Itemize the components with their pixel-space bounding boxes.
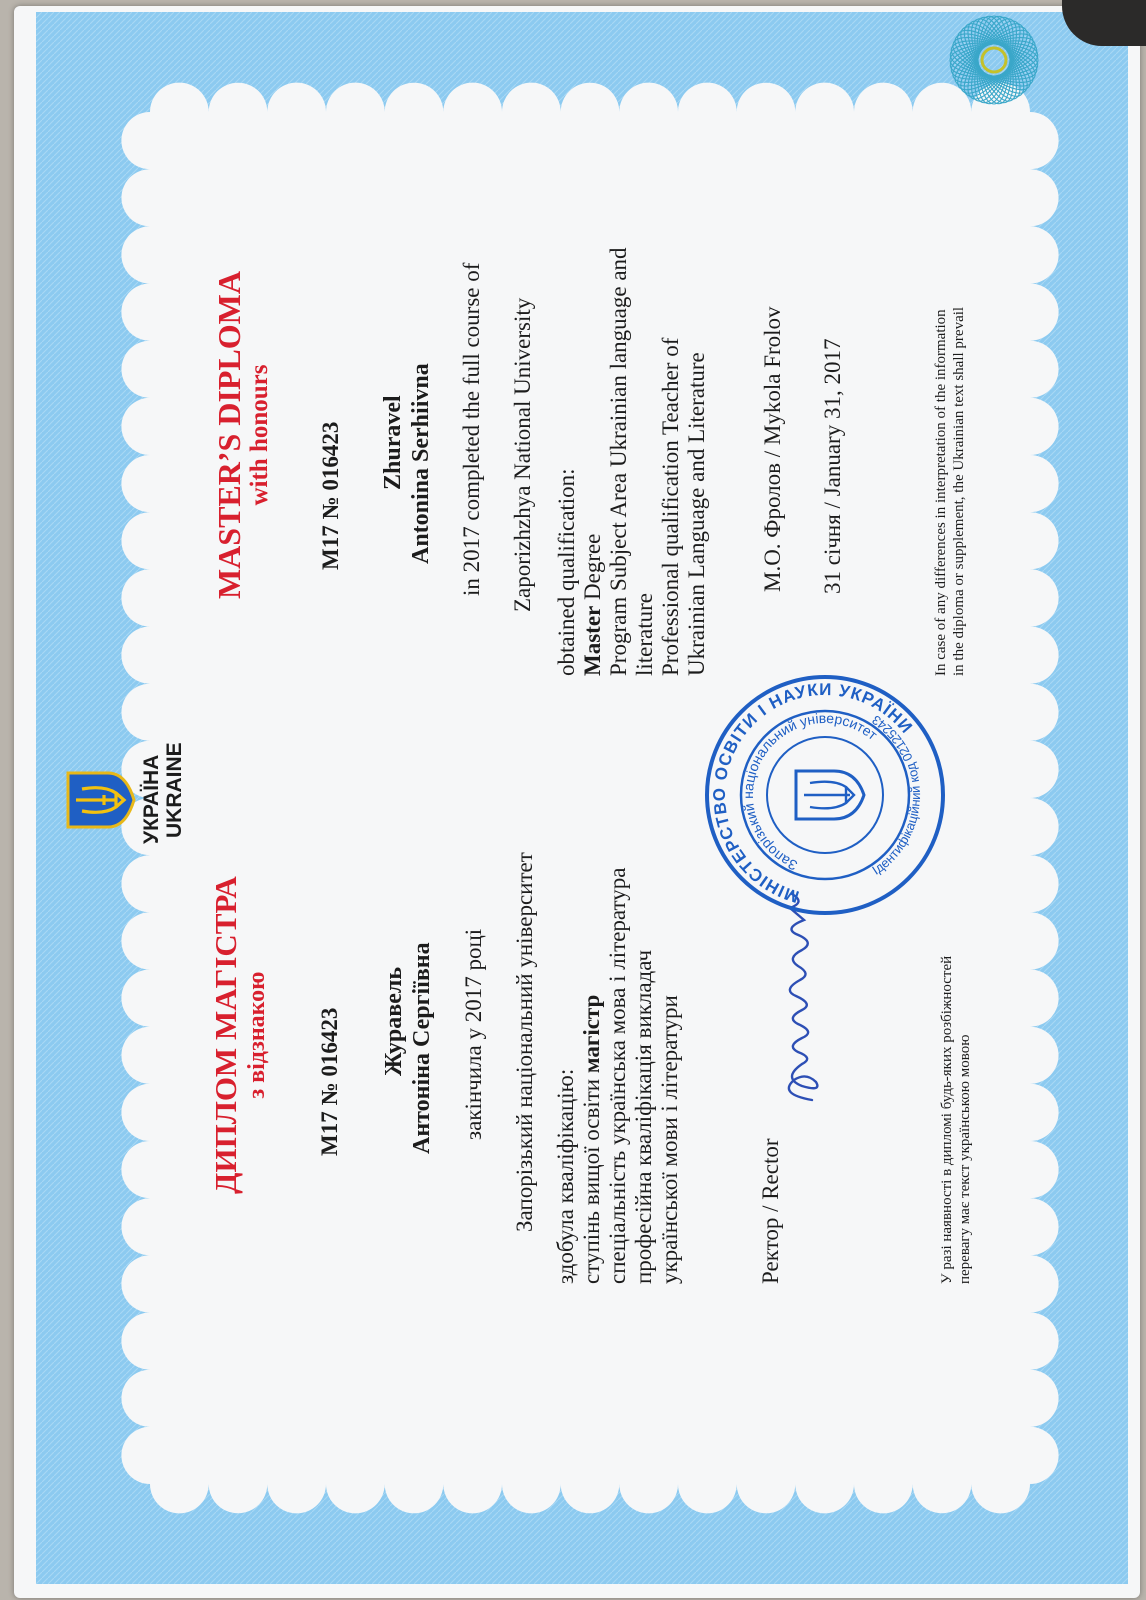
footnote-en-line2: in the diploma or supplement, the Ukrainian text shall prevail [951,306,967,676]
issue-date: 31 січня / January 31, 2017 [820,338,845,594]
degree-bold-en: Master [580,605,605,676]
prof-qual-uk-line2: української мови і літератури [657,995,682,1284]
country-name-uk: УКРАЇНА [140,754,163,844]
degree-en [580,534,606,676]
diploma-number-en: M17 № 016423 [318,421,343,570]
program-en-line2: literature [632,592,657,676]
seal-outer-text: МІНІСТЕРСТВО ОСВІТИ І НАУКИ УКРАЇНИ [709,679,917,907]
rosette-petal [948,24,1040,96]
title-uk [210,815,272,1255]
university-seal-icon [700,670,950,920]
given-names-en: Antonina Serhiivna [408,363,434,564]
rosette-petal [947,33,1040,87]
rosette-petal [967,13,1021,106]
rosette-petal [958,14,1030,106]
footnote-uk-line2: перевагу має текст українською мовою [957,1034,973,1284]
degree-value-uk: магістр [579,994,604,1074]
svg-text:Запорізький національний уніве [740,710,881,874]
rosette-petal [967,13,1021,106]
footnote-uk-line1: У разі наявності в дипломі будь-яких розбіжностей [939,955,955,1284]
seal-code-text: Ідентифікаційний код 02125243 [869,712,924,878]
rector-name: М.О. Фролов / Mykola Frolov [760,306,785,592]
rosette-petal [958,14,1030,106]
title-uk-line2: з відзнакою [244,971,270,1099]
rosette-petal [947,33,1040,87]
degree-rest-en: Degree [580,533,605,606]
crest-block [62,740,186,860]
rosette-petal [948,24,1040,96]
trident-emblem-icon [64,769,136,831]
diploma-number-uk: М17 № 016423 [317,1007,342,1156]
university-uk: Запорізький національний університет [512,852,537,1232]
obtained-uk: здобула кваліфікацію: [553,1068,578,1284]
surname-uk: Журавель [381,966,407,1076]
degree-uk [579,995,605,1284]
obtained-en: obtained qualification: [554,468,579,676]
title-en-line2: with honours [246,364,273,506]
title-en-line1: MASTER’S DIPLOMA [211,271,247,600]
degree-prefix-uk: ступінь вищої освіти [579,1073,604,1284]
given-names-uk: Антоніна Сергіївна [409,942,435,1154]
title-en [213,220,275,650]
security-rosette-icon [944,10,1044,110]
prof-qual-uk-line1: професійна кваліфікація викладач [631,949,656,1284]
country-name-en: UKRAINE [163,742,186,838]
rector-label: Ректор / Rector [758,1138,783,1284]
specialty-uk: спеціальність українська мова і література [605,867,630,1284]
svg-text:Ідентифікаційний код 02125243 [869,712,923,877]
prof-qual-en-line1: Professional qualification Teacher of [658,337,683,676]
title-uk-line1: ДИПЛОМ МАГІСТРА [208,876,243,1194]
footnote-en-line1: In case of any differences in interpretation of the information [933,309,949,676]
seal-inner-text: Запорізький національний університет [739,709,881,874]
surname-en: Zhuravel [380,395,406,490]
prof-qual-en-line2: Ukrainian Language and Literature [684,352,709,676]
program-en-line1: Program Subject Area Ukrainian language and [606,247,631,676]
completed-uk: закінчила у 2017 році [461,928,486,1140]
completed-en: in 2017 completed the full course of [459,262,484,596]
university-en: Zaporizhzhya National University [510,297,535,612]
